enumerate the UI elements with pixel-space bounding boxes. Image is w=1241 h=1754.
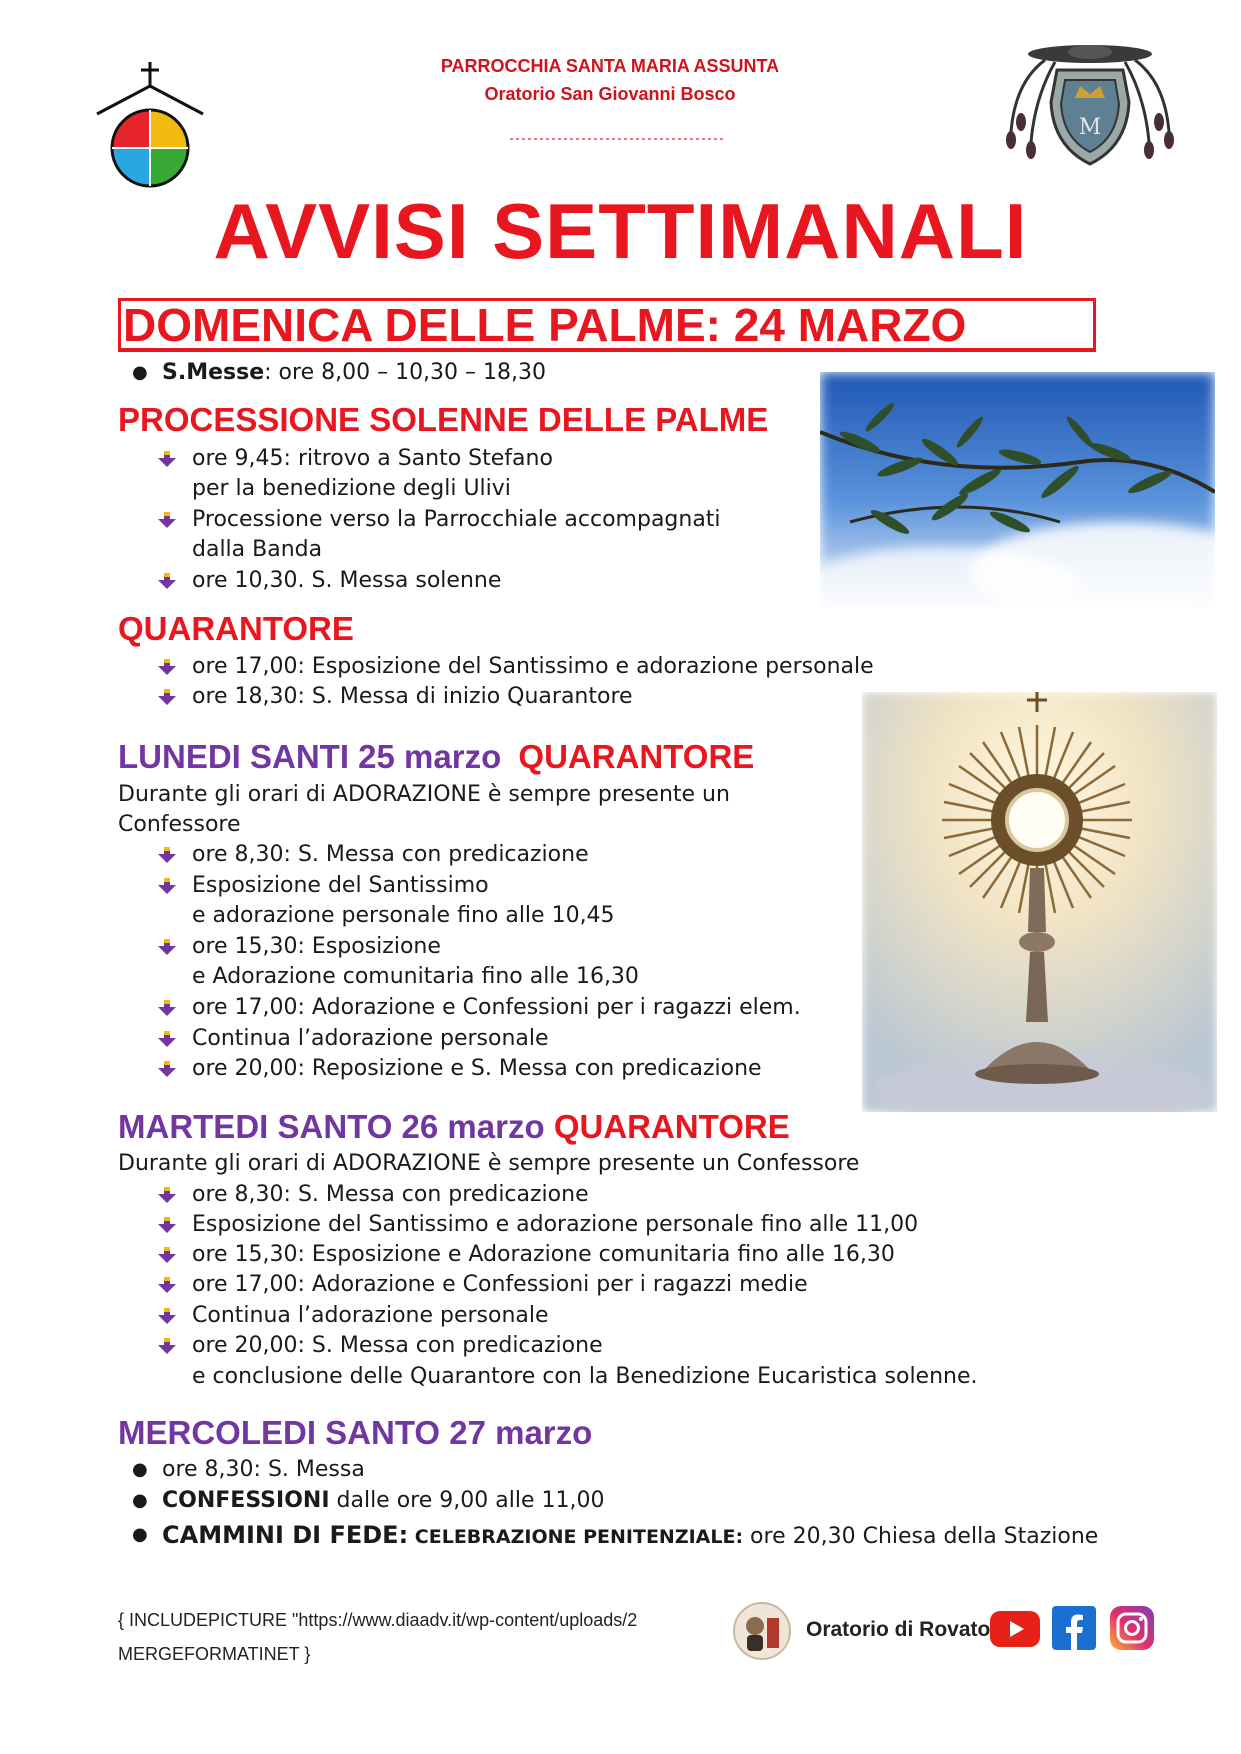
procession-item-continuation: per la benedizione degli Ulivi: [192, 476, 511, 501]
bullet-arrow-icon: [156, 1185, 178, 1205]
tuesday-tag: QUARANTORE: [553, 1108, 790, 1145]
sunday-banner: DOMENICA DELLE PALME: 24 MARZO: [118, 298, 1096, 352]
bullet-arrow-icon: [156, 1336, 178, 1356]
tuesday-heading: [118, 1108, 790, 1146]
bullet-dot-icon: ●: [132, 1524, 148, 1545]
tuesday-item-text: ore 17,00: Adorazione e Confessioni per i ragazzi medie: [192, 1272, 808, 1297]
monstrance-photo: [862, 692, 1217, 1112]
list-item: [192, 840, 589, 870]
bullet-arrow-icon: [156, 571, 178, 591]
bullet-arrow-icon: [156, 1245, 178, 1265]
monday-intro: Durante gli orari di ADORAZIONE è sempre presente un: [118, 782, 730, 807]
tuesday-day: MARTEDI SANTO 26 marzo: [118, 1108, 545, 1145]
list-item: [132, 1455, 365, 1485]
monday-item-text: Esposizione del Santissimo: [192, 873, 489, 898]
list-item: [192, 932, 441, 962]
list-item: [192, 1301, 549, 1331]
svg-text:M: M: [1078, 115, 1102, 140]
instagram-icon[interactable]: [1110, 1606, 1154, 1650]
confessions-label: CONFESSIONI: [162, 1488, 330, 1513]
bullet-arrow-icon: [156, 998, 178, 1018]
list-item: [132, 358, 547, 388]
list-item: [192, 505, 721, 535]
list-item: [192, 1210, 918, 1240]
tuesday-item-text: Continua l’adorazione personale: [192, 1303, 549, 1328]
facebook-icon[interactable]: [1052, 1606, 1096, 1650]
list-item: [192, 1240, 895, 1270]
confessions-times: dalle ore 9,00 alle 11,00: [329, 1488, 605, 1513]
monday-day: LUNEDI SANTI 25 marzo: [118, 738, 502, 775]
monday-heading: [118, 738, 754, 776]
tuesday-item-text: ore 20,00: S. Messa con predicazione: [192, 1333, 603, 1358]
celebration-label: CELEBRAZIONE PENITENZIALE:: [408, 1526, 744, 1548]
bullet-dot-icon: ●: [132, 362, 148, 383]
mass-times: : ore 8,00 – 10,30 – 18,30: [264, 360, 547, 385]
monday-tag: QUARANTORE: [518, 738, 755, 775]
list-item: [192, 652, 874, 682]
celebration-details: ore 20,30 Chiesa della Stazione: [743, 1524, 1099, 1549]
monday-item-continuation: e Adorazione comunitaria fino alle 16,30: [192, 964, 639, 989]
bullet-arrow-icon: [156, 845, 178, 865]
oratory-name: Oratorio San Giovanni Bosco: [484, 84, 736, 104]
list-item: [192, 1024, 549, 1054]
oratorio-avatar-icon: [733, 1602, 791, 1660]
bullet-arrow-icon: [156, 937, 178, 957]
parish-name: PARROCCHIA SANTA MARIA ASSUNTA: [440, 56, 780, 76]
bullet-arrow-icon: [156, 1029, 178, 1049]
tuesday-item-text: ore 8,30: S. Messa con predicazione: [192, 1182, 589, 1207]
tuesday-intro: Durante gli orari di ADORAZIONE è sempre presente un Confessore: [118, 1151, 860, 1176]
bullet-dot-icon: ●: [132, 1490, 148, 1511]
wednesday-item-text: ore 8,30: S. Messa: [162, 1457, 365, 1482]
quarantore-heading: QUARANTORE: [118, 610, 354, 647]
cammini-label: CAMMINI DI FEDE:: [162, 1521, 409, 1549]
procession-item-text: ore 10,30. S. Messa solenne: [192, 568, 502, 593]
procession-heading: PROCESSIONE SOLENNE DELLE PALME: [118, 401, 769, 438]
monday-intro-cont: Confessore: [118, 812, 241, 837]
page-title: AVVISI SETTIMANALI: [213, 187, 1028, 275]
bullet-dot-icon: ●: [132, 1459, 148, 1480]
list-item: [192, 1180, 589, 1210]
list-item: [192, 993, 801, 1023]
quarantore-item-text: ore 18,30: S. Messa di inizio Quarantore: [192, 684, 633, 709]
bullet-arrow-icon: [156, 1306, 178, 1326]
bullet-arrow-icon: [156, 1275, 178, 1295]
church-puzzle-logo: [95, 62, 205, 192]
bullet-arrow-icon: [156, 687, 178, 707]
monday-item-continuation: e adorazione personale fino alle 10,45: [192, 903, 615, 928]
bullet-arrow-icon: [156, 876, 178, 896]
episcopal-crest: [1005, 42, 1175, 170]
list-item: [192, 1270, 808, 1300]
list-item: [192, 566, 501, 596]
bullet-arrow-icon: [156, 449, 178, 469]
monday-item-text: ore 20,00: Reposizione e S. Messa con predicazione: [192, 1056, 762, 1081]
field-code-line: { INCLUDEPICTURE "https://www.diaadv.it/wp-content/uploads/2: [118, 1610, 638, 1630]
bullet-arrow-icon: [156, 1215, 178, 1235]
bullet-arrow-icon: [156, 657, 178, 677]
monday-item-text: ore 8,30: S. Messa con predicazione: [192, 842, 589, 867]
bullet-arrow-icon: [156, 1059, 178, 1079]
bullet-arrow-icon: [156, 510, 178, 530]
olive-branch-photo: [820, 372, 1215, 607]
procession-item-continuation: dalla Banda: [192, 537, 323, 562]
monday-item-text: ore 15,30: Esposizione: [192, 934, 441, 959]
list-item: [192, 682, 633, 712]
tuesday-item-text: Esposizione del Santissimo e adorazione personale fino alle 11,00: [192, 1212, 919, 1237]
list-item: [132, 1486, 605, 1516]
tuesday-item-continuation: e conclusione delle Quarantore con la Benedizione Eucaristica solenne.: [192, 1364, 978, 1389]
tuesday-item-text: ore 15,30: Esposizione e Adorazione comunitaria fino alle 16,30: [192, 1242, 895, 1267]
header-divider: [510, 138, 725, 140]
youtube-icon[interactable]: [989, 1610, 1041, 1648]
list-item: [192, 871, 489, 901]
quarantore-item-text: ore 17,00: Esposizione del Santissimo e adorazione personale: [192, 654, 874, 679]
procession-item-text: Processione verso la Parrocchiale accompagnati: [192, 507, 721, 532]
list-item: [132, 1520, 1099, 1552]
procession-item-text: ore 9,45: ritrovo a Santo Stefano: [192, 446, 553, 471]
list-item: [192, 1331, 603, 1361]
mass-label: S.Messe: [162, 360, 265, 385]
monday-item-text: Continua l’adorazione personale: [192, 1026, 549, 1051]
wednesday-heading: MERCOLEDI SANTO 27 marzo: [118, 1414, 593, 1451]
field-code-line: MERGEFORMATINET }: [118, 1644, 311, 1664]
monday-item-text: ore 17,00: Adorazione e Confessioni per i ragazzi elem.: [192, 995, 801, 1020]
list-item: [192, 444, 553, 474]
oratorio-label: Oratorio di Rovato: [806, 1618, 991, 1641]
list-item: [192, 1054, 762, 1084]
